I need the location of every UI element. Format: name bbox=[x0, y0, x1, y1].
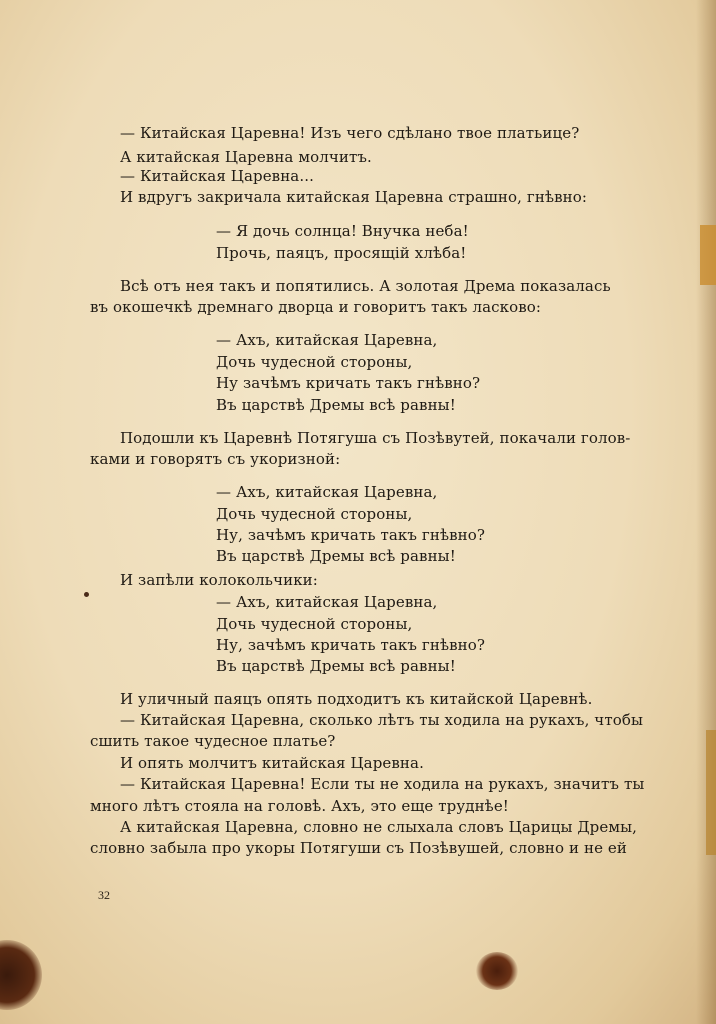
verse-line: Въ царствѣ Дремы всѣ равны! bbox=[216, 396, 456, 414]
text-line: Подошли къ Царевнѣ Потягуша съ Позѣвутей, покачали голов- bbox=[120, 429, 631, 447]
page-number: 32 bbox=[98, 888, 110, 902]
verse-line: — Ахъ, китайская Царевна, bbox=[216, 483, 438, 501]
text-line: А китайская Царевна молчитъ. bbox=[120, 148, 372, 166]
text-line: словно забыла про укоры Потягуши съ Позѣвушей, словно и не ей bbox=[90, 839, 628, 857]
text-line: — Китайская Царевна, сколько лѣтъ ты ходила на рукахъ, чтобы bbox=[120, 711, 644, 729]
verse-line: Въ царствѣ Дремы всѣ равны! bbox=[216, 547, 456, 565]
ink-stain bbox=[0, 940, 42, 1010]
page-edge-tab bbox=[700, 225, 716, 285]
verse-line: Въ царствѣ Дремы всѣ равны! bbox=[216, 657, 456, 675]
verse-line: — Ахъ, китайская Царевна, bbox=[216, 331, 438, 349]
text-line: И уличный паяцъ опять подходитъ къ китайской Царевнѣ. bbox=[120, 690, 593, 708]
text-line: И запѣли колокольчики: bbox=[120, 571, 318, 589]
text-line: И вдругъ закричала китайская Царевна страшно, гнѣвно: bbox=[120, 188, 588, 206]
text-line: — Китайская Царевна! Если ты не ходила на рукахъ, значитъ ты bbox=[120, 775, 645, 793]
page-edge-tab-lower bbox=[706, 730, 716, 855]
text-line: — Китайская Царевна! Изъ чего сдѣлано твое платьице? bbox=[120, 124, 580, 142]
ink-speck bbox=[84, 592, 89, 597]
text-line: А китайская Царевна, словно не слыхала словъ Царицы Дремы, bbox=[120, 818, 638, 836]
text-line: — Китайская Царевна... bbox=[120, 167, 314, 185]
verse-line: — Ахъ, китайская Царевна, bbox=[216, 593, 438, 611]
verse-line: Ну, зачѣмъ кричать такъ гнѣвно? bbox=[216, 526, 486, 544]
verse-line: Дочь чудесной стороны, bbox=[216, 505, 413, 523]
text-line: И опять молчитъ китайская Царевна. bbox=[120, 754, 424, 772]
text-line: въ окошечкѣ дремнаго дворца и говоритъ такъ ласково: bbox=[90, 298, 542, 316]
text-line: Всѣ отъ нея такъ и попятились. А золотая Дрема показалась bbox=[120, 277, 611, 295]
verse-line: Дочь чудесной стороны, bbox=[216, 615, 413, 633]
text-line: ками и говорятъ съ укоризной: bbox=[90, 450, 341, 468]
ink-stain-small bbox=[476, 952, 518, 990]
text-line: сшить такое чудесное платье? bbox=[90, 732, 336, 750]
verse-line: Ну зачѣмъ кричать такъ гнѣвно? bbox=[216, 374, 481, 392]
page-edge-shadow bbox=[696, 0, 716, 1024]
verse-line: Прочь, паяцъ, просящій хлѣба! bbox=[216, 244, 467, 262]
verse-line: Ну, зачѣмъ кричать такъ гнѣвно? bbox=[216, 636, 486, 654]
verse-line: — Я дочь солнца! Внучка неба! bbox=[216, 222, 469, 240]
verse-line: Дочь чудесной стороны, bbox=[216, 353, 413, 371]
text-line: много лѣтъ стояла на головѣ. Ахъ, это еще труднѣе! bbox=[90, 797, 509, 815]
